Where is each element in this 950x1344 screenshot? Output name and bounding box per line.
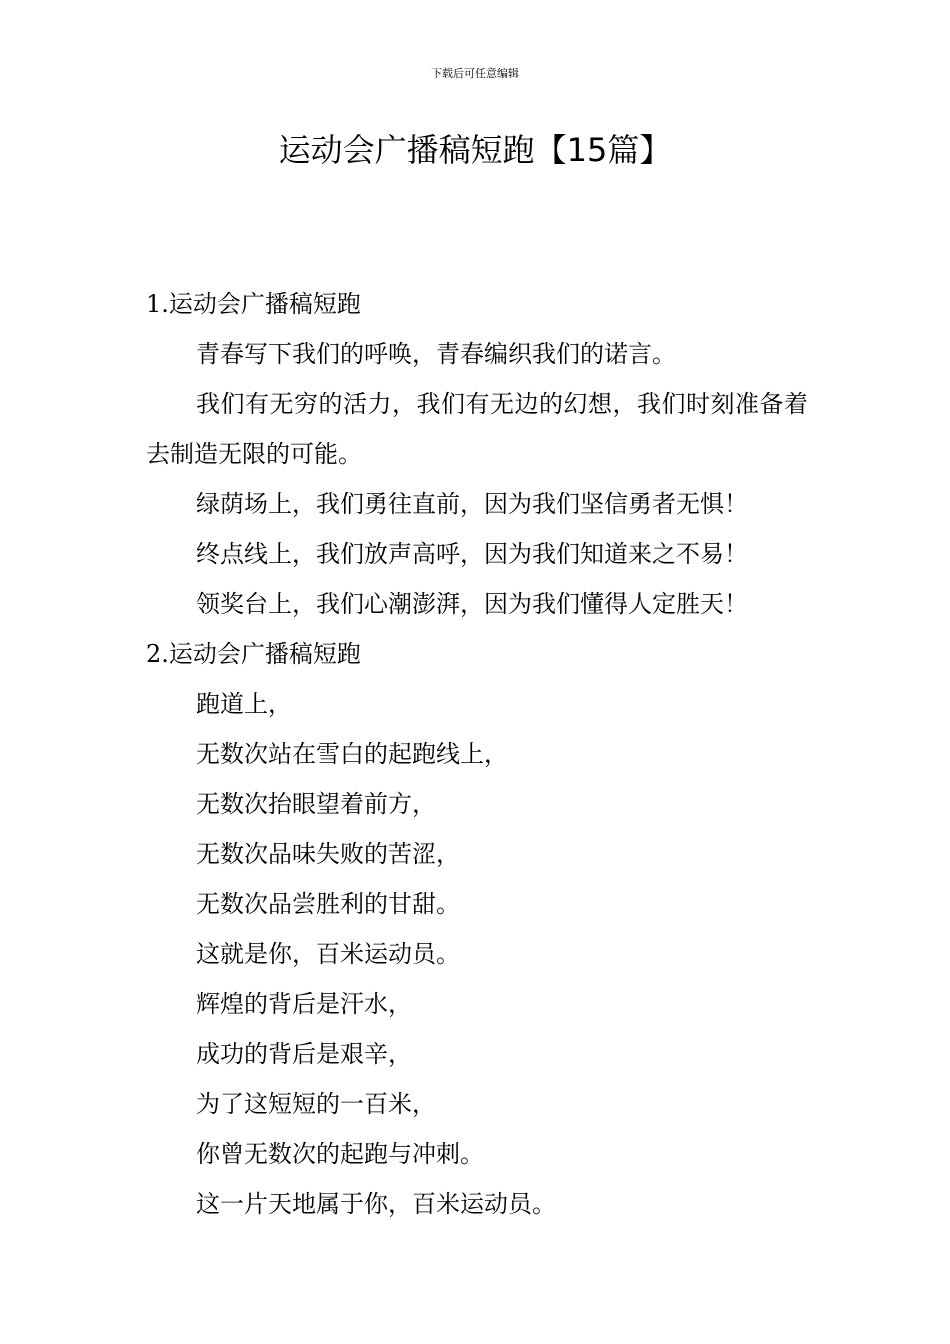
paragraph: 领奖台上，我们心潮澎湃，因为我们懂得人定胜天！ xyxy=(196,590,748,618)
verse-line: 跑道上， xyxy=(196,690,292,718)
header-note: 下载后可任意编辑 xyxy=(431,67,519,80)
document-title: 运动会广播稿短跑【15篇】 xyxy=(278,131,672,169)
verse-line: 为了这短短的一百米， xyxy=(196,1090,436,1118)
verse-line: 这一片天地属于你，百米运动员。 xyxy=(196,1190,556,1218)
verse-line: 无数次品尝胜利的甘甜。 xyxy=(196,890,460,918)
paragraph: 终点线上，我们放声高呼，因为我们知道来之不易！ xyxy=(196,540,748,568)
verse-line: 无数次站在雪白的起跑线上， xyxy=(196,740,508,768)
verse-line: 无数次抬眼望着前方， xyxy=(196,790,436,818)
verse-line: 这就是你，百米运动员。 xyxy=(196,940,460,968)
verse-line: 你曾无数次的起跑与冲刺。 xyxy=(196,1140,484,1168)
verse-line: 辉煌的背后是汗水， xyxy=(196,990,412,1018)
section-heading-2: 2.运动会广播稿短跑 xyxy=(146,640,361,668)
paragraph: 绿荫场上，我们勇往直前，因为我们坚信勇者无惧！ xyxy=(196,490,748,518)
paragraph: 青春写下我们的呼唤，青春编织我们的诺言。 xyxy=(196,340,676,368)
section-heading-1: 1.运动会广播稿短跑 xyxy=(146,290,361,318)
verse-line: 无数次品味失败的苦涩， xyxy=(196,840,460,868)
document-body xyxy=(146,279,808,1229)
verse-line: 成功的背后是艰辛， xyxy=(196,1040,412,1068)
paragraph: 我们有无穷的活力，我们有无边的幻想，我们时刻准备着去制造无限的可能。 xyxy=(146,390,808,468)
